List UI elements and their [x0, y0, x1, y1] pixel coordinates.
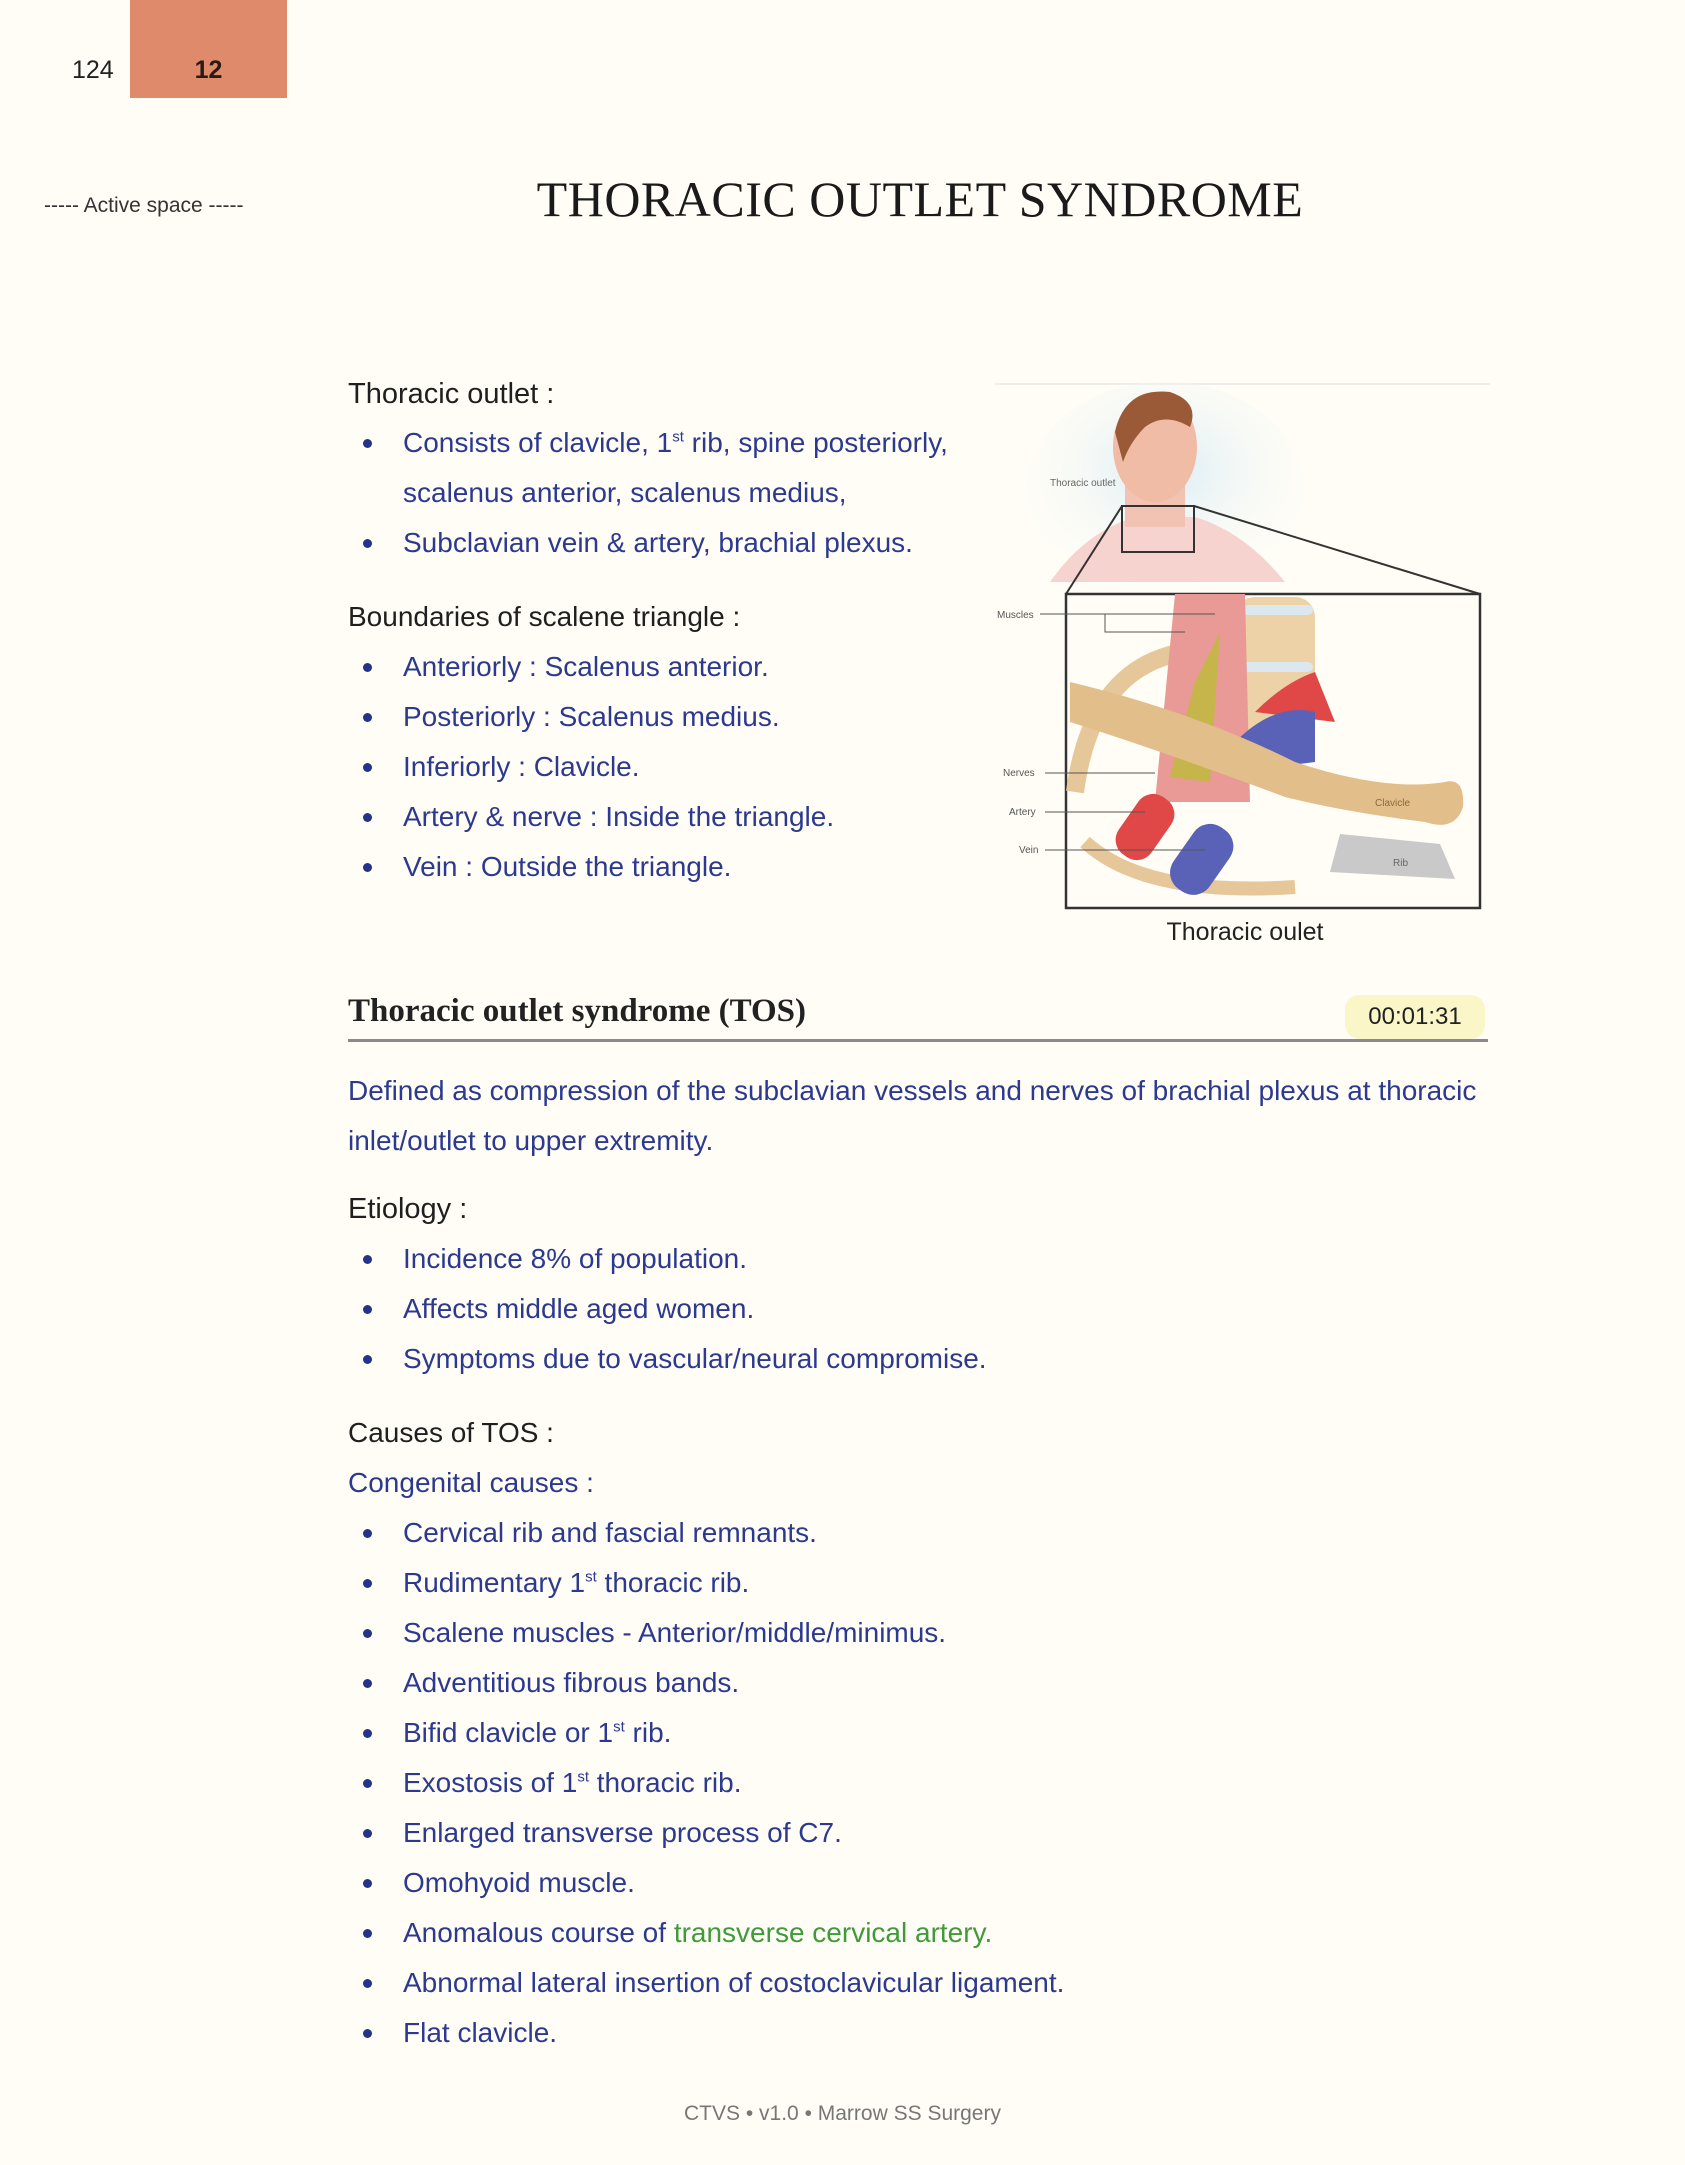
etiology-section — [348, 1184, 1248, 1384]
list-item: scalenus anterior, scalenus medius, — [403, 477, 847, 508]
list-item: Anteriorly : Scalenus anterior. — [348, 642, 988, 692]
list-item: Enlarged transverse process of C7. — [348, 1808, 1348, 1858]
list-item: Exostosis of 1st thoracic rib. — [348, 1758, 1348, 1808]
label-artery: Artery — [1009, 807, 1036, 818]
list-item: Rudimentary 1st thoracic rib. — [348, 1558, 1348, 1608]
list-item: Posteriorly : Scalenus medius. — [348, 692, 988, 742]
congenital-causes-heading: Congenital causes : — [348, 1467, 594, 1498]
list-item: Cervical rib and fascial remnants. — [348, 1508, 1348, 1558]
thoracic-outlet-heading: Thoracic outlet : — [348, 378, 555, 410]
page-number: 124 — [72, 56, 114, 84]
label-muscles: Muscles — [997, 610, 1034, 621]
list-item: Incidence 8% of population. — [348, 1234, 1248, 1284]
tos-section-heading: Thoracic outlet syndrome (TOS) — [348, 993, 807, 1029]
list-item: Vein : Outside the triangle. — [348, 842, 988, 892]
list-item: Omohyoid muscle. — [348, 1858, 1348, 1908]
tos-definition: Defined as compression of the subclavian vessels and nerves of brachial plexus at thoracic inlet/outlet to upper extremity. — [348, 1075, 1477, 1156]
chapter-number: 12 — [194, 56, 223, 84]
list-item: Adventitious fibrous bands. — [348, 1658, 1348, 1708]
list-item: Symptoms due to vascular/neural compromise. — [348, 1334, 1248, 1384]
causes-section — [348, 1408, 1348, 2058]
list-item: Artery & nerve : Inside the triangle. — [348, 792, 988, 842]
list-item: Bifid clavicle or 1st rib. — [348, 1708, 1348, 1758]
anatomy-figure — [995, 382, 1490, 912]
scalene-triangle-section — [348, 592, 988, 892]
list-item: Subclavian vein & artery, brachial plexus. — [348, 518, 988, 568]
disc-shape — [1243, 662, 1313, 672]
label-clavicle: Clavicle — [1375, 798, 1411, 809]
chapter-tab — [130, 0, 287, 98]
list-item: Inferiorly : Clavicle. — [348, 742, 988, 792]
section-divider — [348, 1039, 1488, 1042]
page-footer: CTVS • v1.0 • Marrow SS Surgery — [684, 2102, 1001, 2125]
list-item: Abnormal lateral insertion of costoclavicular ligament. — [348, 1958, 1348, 2008]
etiology-heading: Etiology : — [348, 1193, 468, 1225]
scalene-triangle-heading: Boundaries of scalene triangle : — [348, 601, 741, 632]
timestamp-badge[interactable]: 00:01:31 — [1345, 995, 1485, 1039]
label-rib: Rib — [1393, 858, 1409, 869]
thoracic-outlet-list — [348, 418, 988, 568]
scalene-triangle-list — [348, 642, 988, 892]
disc-shape — [1243, 605, 1313, 615]
list-item: Affects middle aged women. — [348, 1284, 1248, 1334]
causes-list — [348, 1508, 1348, 2058]
highlighted-term: transverse cervical artery. — [673, 1917, 993, 1948]
thoracic-outlet-section — [348, 370, 988, 568]
list-item: Flat clavicle. — [348, 2008, 1348, 2058]
page-title: THORACIC OUTLET SYNDROME — [536, 171, 1304, 227]
causes-heading: Causes of TOS : — [348, 1417, 554, 1448]
label-vein: Vein — [1019, 845, 1039, 856]
figure-caption: Thoracic oulet — [1166, 918, 1324, 946]
list-item: Consists of clavicle, 1st rib, spine posteriorly, — [348, 418, 988, 468]
active-space-label: ----- Active space ----- — [44, 194, 244, 217]
list-item: Scalene muscles - Anterior/middle/minimus. — [348, 1608, 1348, 1658]
label-thoracic-outlet: Thoracic outlet — [1050, 478, 1116, 489]
etiology-list — [348, 1234, 1248, 1384]
thoracic-outlet-illustration — [995, 382, 1490, 912]
list-item: Anomalous course of transverse cervical artery. — [348, 1908, 1348, 1958]
label-nerves: Nerves — [1003, 768, 1035, 779]
